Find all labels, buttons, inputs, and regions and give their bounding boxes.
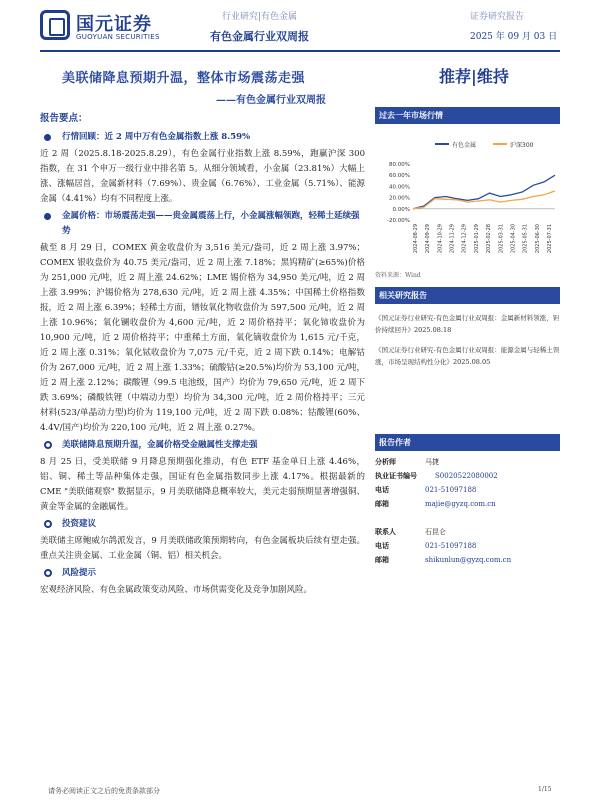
x-tick-label: 2025-03-31 (498, 224, 505, 254)
report-category: 行业研究|有色金属 (222, 12, 298, 22)
x-tick-label: 2024-11-29 (449, 224, 456, 254)
contact-phone-label: 电话 (375, 541, 389, 550)
bullet-dot-icon (44, 134, 51, 141)
bullet-title: 风险提示 (62, 568, 97, 578)
chart-section-bar: 过去一年市场行情 (375, 107, 560, 124)
market-review-text: 近 2 周（2025.8.18-2025.8.29），有色金属行业指数上涨 8.59%，跑赢沪深 300 指数，在 31 个申万一级行业中排名第 5。从细分领域看，小金属（23.81%）大幅上涨、涨幅居首，金属新材料（7.69%）、贵金属（6.76%）、工业金属（5.71%）、能源金属（4.41%）均有不同程度上涨。 (40, 149, 365, 204)
email-row (375, 497, 560, 511)
related-report-2[interactable]: 《国元证券行业研究-有色金属行业双周报：能源金属与轻稀土领涨，市场呈现结构性分化》2025.08.05 (375, 346, 560, 366)
series-line-有色金属 (413, 175, 555, 209)
contact-email-label: 邮箱 (375, 555, 389, 564)
contact-phone-number: 021-51097188 (425, 542, 477, 550)
company-logo (40, 10, 190, 44)
y-tick-label: 20.00% (389, 195, 410, 202)
phone-label: 电话 (375, 485, 389, 494)
legend-label: 有色金属 (452, 142, 477, 149)
summary-heading: 报告要点： (40, 113, 88, 124)
risk-warning-text: 宏观经济风险、有色金属政策变动风险、市场供需变化及竞争加剧风险。 (40, 585, 313, 595)
bullet-title: 行情回顾：近 2 周中万有色金属指数上涨 8.59% (62, 132, 251, 142)
bullet-fed-outlook (40, 438, 365, 453)
chart-source: 资料来源：Wind (375, 272, 421, 279)
bullet-dot-icon (44, 569, 52, 577)
bullet-title: 金属价格：市场震荡走强——贵金属震荡上行，小金属涨幅领跑，轻稀土延续强势 (62, 211, 360, 236)
x-tick-label: 2024-08-29 (413, 224, 419, 254)
bullet-title: 美联储降息预期升温，金属价格受金融属性支撑走强 (62, 440, 258, 450)
report-date: 2025 年 09 月 03 日 (470, 32, 558, 42)
bullet-risk-warning (40, 566, 365, 581)
bullet-dot-icon (44, 520, 52, 528)
y-tick-label: -20.00% (387, 218, 410, 224)
related-report-1[interactable]: 《国元证券行业研究-有色金属行业双周报：金属新材料领涨，钽价持续回升》2025.08.18 (375, 314, 560, 334)
x-tick-label: 2025-06-30 (534, 224, 541, 254)
email-address[interactable]: majie@gyzq.com.cn (425, 500, 496, 508)
bullet-title: 投资建议 (62, 519, 97, 529)
analyst-row (375, 455, 560, 469)
sidebar (375, 107, 560, 567)
fed-outlook-text: 8 月 25 日，受美联储 9 月降息预期强化推动，有色 ETF 基金单日上涨 4.46%，铝、铜、稀土等品种集体走强，国证有色金属指数同步上涨 4.17%。根据最新的 CME "美联储观察" 数据显示，9 月美联储降息概率较大，美元走弱预期显著增强铜、黄金等金属的金融属性。 (40, 457, 365, 512)
x-tick-label: 2025-04-30 (510, 224, 517, 254)
page-title: 美联储降息预期升温，整体市场震荡走强 (62, 71, 306, 86)
logo-text-cn: 国元证券 (76, 14, 152, 35)
email-label: 邮箱 (375, 499, 389, 508)
phone-row (375, 483, 560, 497)
phone-number: 021-51097188 (425, 486, 477, 494)
contact-label: 联系人 (375, 527, 396, 536)
header-divider (40, 50, 560, 52)
series-line-沪深300 (413, 191, 555, 209)
page-subtitle: ——有色金属行业双周报 (216, 95, 326, 106)
contact-name: 石昆仑 (425, 528, 446, 536)
license-label: 执业证书编号 (375, 471, 417, 480)
logo-icon (40, 10, 70, 40)
logo-text-en: GUOYUAN SECURITIES (76, 33, 160, 41)
x-tick-label: 2025-01-29 (473, 224, 480, 254)
y-tick-label: 0.00% (392, 206, 410, 213)
author-section-bar: 报告作者 (375, 434, 560, 451)
market-chart-svg (375, 124, 560, 264)
bullet-dot-icon (44, 441, 52, 449)
x-tick-label: 2024-10-29 (437, 224, 444, 254)
investment-rating: 推荐|维持 (439, 67, 509, 86)
report-series-title: 有色金属行业双周报 (210, 30, 309, 43)
x-tick-label: 2025-07-31 (547, 224, 553, 254)
license-row (375, 469, 560, 483)
y-tick-label: 60.00% (389, 173, 410, 180)
investment-advice-text: 美联储主席鲍威尔鸽派发言，9 月美联储政策预期转向，有色金属板块后续有望走强。重点关注贵金属、工业金属（铜、铝）相关机会。 (40, 536, 365, 561)
contact-email-row (375, 553, 560, 567)
bullet-market-review (40, 130, 365, 145)
related-section-bar: 相关研究报告 (375, 287, 560, 304)
y-tick-label: 80.00% (389, 162, 410, 168)
x-tick-label: 2025-05-31 (522, 224, 529, 254)
x-tick-label: 2024-09-29 (425, 224, 432, 254)
author-block (375, 434, 560, 567)
page-number: 1/15 (538, 786, 552, 793)
disclaimer-note: 请务必阅读正文之后的免责条款部分 (48, 787, 160, 795)
bullet-metal-prices (40, 209, 365, 239)
report-summary (40, 110, 365, 600)
bullet-dot-icon (44, 213, 51, 220)
analyst-name: 马捷 (425, 458, 439, 466)
contact-email-address[interactable]: shikunlun@gyzq.com.cn (425, 556, 512, 564)
x-tick-label: 2025-02-28 (486, 224, 493, 254)
legend-label: 沪深300 (510, 142, 534, 149)
license-number: S0020522080002 (435, 472, 498, 480)
report-header (0, 0, 600, 48)
x-tick-label: 2024-12-29 (461, 224, 468, 254)
analyst-label: 分析师 (375, 457, 396, 466)
bullet-investment-advice (40, 517, 365, 532)
metal-prices-text: 截至 8 月 29 日，COMEX 黄金收盘价为 3,516 美元/盎司，近 2 周上涨 3.97%；COMEX 银收盘价为 40.75 美元/盎司，近 2 周上涨 7.18%；黑钨精矿(≥65%)价格为 251,000 元/吨，近 2 周上涨 24.62%；LME 锡价格为 34,950 美元/吨，近 2 周上涨 3.99%；沪锡价格为 278,630 元/吨，近 2 周上涨 4.35%；中国稀土价格指数报，近 2 周上涨 6.39%；轻稀土方面，镨钕氧化物收盘价为 597,500 元/吨，近 2 周上涨 10.96%；氧化镧收盘价为 4,600 元/吨，近 2 周价格持平；氧化铈收盘价为 10,900 元/吨，近 2 周价格持平；中重稀土方面，氧化镝收盘价为 1,615 元/千克，近 2 周上涨 0.31%；氧化铽收盘价为 7,075 元/千克，近 2 周下跌 0.14%；电解钴价为 267,000 元/吨，近 2 周上涨 1.33%；硫酸钴(≥20.5%)均价为 53,100 元/吨，近 2 周上涨 2.12%；碳酸锂（99.5 电池级，国产）均价为 79,650 元/吨，近 2 周下跌 3.69%；磷酸铁锂（中端动力型）均价为 34,300 元/吨，近 2 周价格持平；三元材料(523/单晶动力型)均价为 119,100 元/吨，近 2 周下跌 0.08%；钴酸锂(60%、4.4V/国产)均价为 220,100 元/吨，近 2 周上涨 0.27%。 (40, 243, 365, 433)
contact-row (375, 525, 560, 539)
contact-phone-row (375, 539, 560, 553)
market-chart (375, 124, 560, 264)
report-type: 证券研究报告 (470, 12, 525, 22)
y-tick-label: 40.00% (389, 184, 410, 191)
